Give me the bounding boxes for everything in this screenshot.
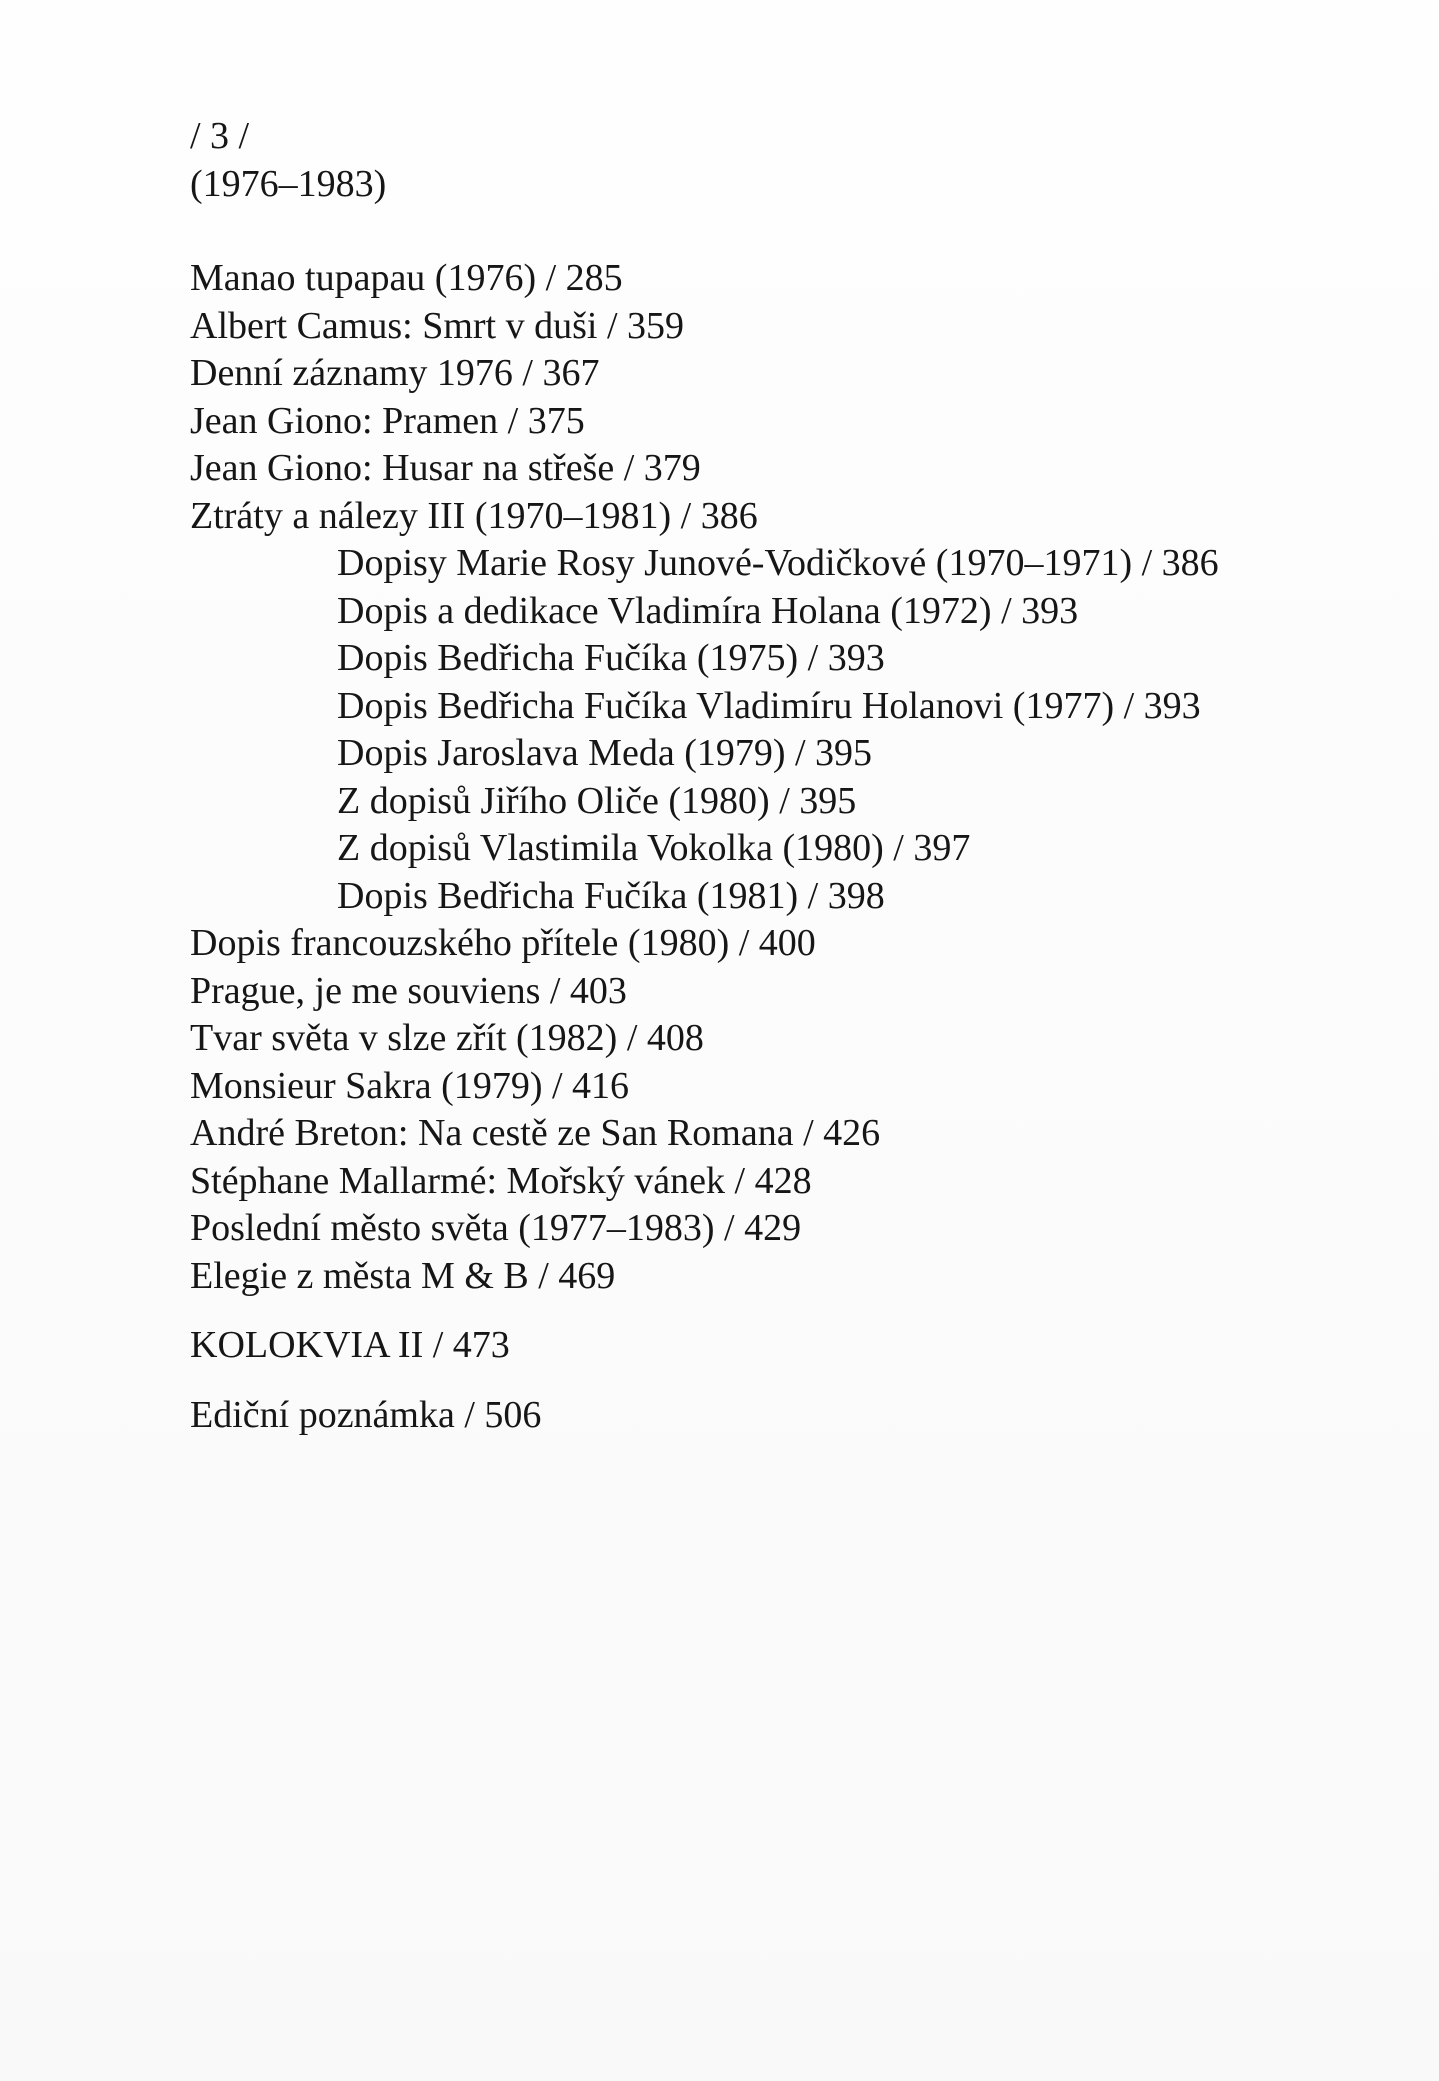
toc-appendix-entry: Ediční poznámka / 506 <box>190 1393 542 1436</box>
toc-entry: Elegie z města M & B / 469 <box>190 1254 616 1297</box>
toc-entry: Monsieur Sakra (1979) / 416 <box>190 1064 630 1107</box>
toc-entry: Tvar světa v slze zřít (1982) / 408 <box>190 1017 704 1059</box>
spacer <box>190 1370 1370 1392</box>
toc-list <box>190 255 1370 1300</box>
toc-subentry: Dopis Bedřicha Fučíka (1975) / 393 <box>337 637 885 679</box>
toc-appendix-entry: KOLOKVIA II / 473 <box>190 1324 510 1366</box>
toc-entry: Dopis francouzského přítele (1980) / 400 <box>190 922 816 964</box>
toc-entry: Poslední město světa (1977–1983) / 429 <box>190 1207 802 1249</box>
spacer <box>190 1300 1370 1322</box>
toc-entry: Jean Giono: Pramen / 375 <box>190 399 585 442</box>
part-years: (1976–1983) <box>190 162 387 205</box>
toc-subentry: Z dopisů Vlastimila Vokolka (1980) / 397 <box>337 827 971 869</box>
toc-entry: Jean Giono: Husar na střeše / 379 <box>190 447 701 489</box>
toc-subentry: Dopis Bedřicha Fučíka Vladimíru Holanovi (1977) / 393 <box>337 684 1201 727</box>
toc-subentry: Z dopisů Jiřího Oliče (1980) / 395 <box>337 779 857 822</box>
table-of-contents <box>190 113 1370 1439</box>
toc-subentry: Dopis Jaroslava Meda (1979) / 395 <box>337 732 873 774</box>
toc-subentry: Dopis Bedřicha Fučíka (1981) / 398 <box>337 874 885 917</box>
toc-entry: Stéphane Mallarmé: Mořský vánek / 428 <box>190 1159 812 1202</box>
toc-entry: Ztráty a nálezy III (1970–1981) / 386 <box>190 494 758 537</box>
toc-entry: Prague, je me souviens / 403 <box>190 969 627 1012</box>
toc-subentry: Dopisy Marie Rosy Junové-Vodičkové (1970–1971) / 386 <box>337 542 1219 584</box>
toc-entry: Denní záznamy 1976 / 367 <box>190 352 600 394</box>
toc-entry: André Breton: Na cestě ze San Romana / 426 <box>190 1112 881 1154</box>
toc-entry: Manao tupapau (1976) / 285 <box>190 257 623 299</box>
part-number: / 3 / <box>190 115 250 157</box>
spacer <box>190 208 1370 255</box>
toc-entry: Albert Camus: Smrt v duši / 359 <box>190 304 684 347</box>
toc-subentry: Dopis a dedikace Vladimíra Holana (1972) / 393 <box>337 589 1079 632</box>
